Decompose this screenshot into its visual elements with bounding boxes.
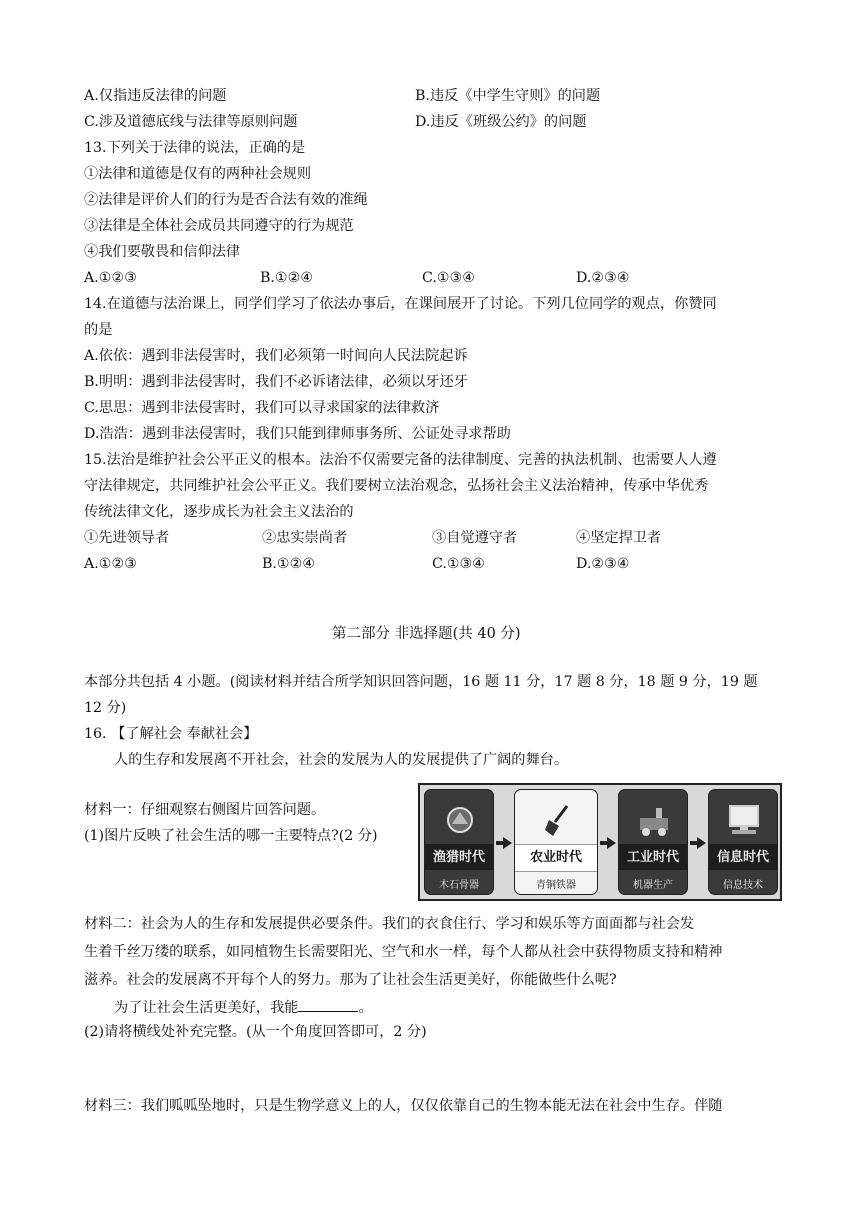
arrow-icon — [607, 837, 616, 849]
era-label: 工业时代 — [626, 850, 679, 865]
q15-option-c: C.①③④ — [432, 556, 486, 572]
q16-title: 16. 【了解社会 奉献社会】 — [84, 726, 258, 742]
q13-option-a: A.①②③ — [84, 270, 137, 286]
q16-material3-line1: 材料三：我们呱呱坠地时，只是生物学意义上的人，仅仅依靠自己的生物本能无法在社会中生存。伴随 — [84, 1098, 723, 1114]
q16-material2-question: (2)请将横线处补充完整。(从一个角度回答即可，2 分) — [84, 1024, 427, 1040]
q15-option-a: A.①②③ — [84, 556, 137, 572]
q16-material1-question: (1)图片反映了社会生活的哪一主要特点?(2 分) — [84, 828, 378, 844]
q13-option-b: B.①②④ — [260, 270, 314, 286]
q13-item-2: ②法律是评价人们的行为是否合法有效的准绳 — [84, 192, 368, 208]
shovel-icon — [537, 800, 577, 840]
answer-blank[interactable] — [298, 996, 358, 1012]
arrow-icon — [697, 837, 706, 849]
q14-stem-line1: 14.在道德与法治课上，同学们学习了依法办事后，在课间展开了讨论。下列几位同学的观点，你赞同 — [84, 296, 717, 312]
part2-intro-line1: 本部分共包括 4 小题。(阅读材料并结合所学知识回答问题，16 题 11 分，17 题 8 分，18 题 9 分，19 题 — [84, 674, 758, 690]
q13-item-4: ④我们要敬畏和信仰法律 — [84, 244, 241, 260]
era-panel-agriculture — [514, 789, 598, 895]
era-label: 信息时代 — [716, 850, 769, 865]
q15-item-4: ④坚定捍卫者 — [576, 530, 662, 546]
q12-option-c: C.涉及道德底线与法律等原则问题 — [84, 114, 298, 130]
q15-stem-line3: 传统法律文化，逐步成长为社会主义法治的 — [84, 504, 354, 520]
q15-item-1: ①先进领导者 — [84, 530, 170, 546]
q14-option-d: D.浩浩：遇到非法侵害时，我们只能到律师事务所、公证处寻求帮助 — [84, 426, 511, 442]
era-panel-hunting — [424, 789, 494, 895]
tool-label: 青铜铁器 — [536, 880, 576, 891]
q16-material2-line3: 滋养。社会的发展离不开每个人的努力。那为了让社会生活更美好，你能做些什么呢? — [84, 972, 617, 988]
q13-option-c: C.①③④ — [422, 270, 476, 286]
q16-material1: 材料一：仔细观察右侧图片回答问题。 — [84, 802, 326, 818]
era-label: 渔猎时代 — [432, 850, 485, 865]
tool-label: 机器生产 — [633, 880, 673, 891]
q15-option-d: D.②③④ — [576, 556, 630, 572]
q15-item-3: ③自觉遵守者 — [432, 530, 518, 546]
stone-tool-icon — [440, 800, 480, 840]
q13-item-3: ③法律是全体社会成员共同遵守的行为规范 — [84, 218, 354, 234]
q14-option-b: B.明明：遇到非法侵害时，我们不必诉诸法律，必须以牙还牙 — [84, 374, 468, 390]
q13-item-1: ①法律和道德是仅有的两种社会规则 — [84, 166, 312, 182]
q13-stem: 13.下列关于法律的说法，正确的是 — [84, 140, 306, 156]
machine-icon — [634, 800, 674, 840]
q12-option-b: B.违反《中学生守则》的问题 — [415, 88, 601, 104]
q16-material2-line1: 材料二：社会为人的生存和发展提供必要条件。我们的衣食住行、学习和娱乐等方面面都与社会发 — [84, 916, 695, 932]
q14-stem-line2: 的是 — [84, 322, 113, 338]
era-label: 农业时代 — [529, 850, 582, 865]
tool-label: 信息技术 — [723, 880, 763, 891]
q16-lead: 人的生存和发展离不开社会，社会的发展为人的发展提供了广阔的舞台。 — [114, 752, 569, 768]
era-panel-information — [708, 789, 778, 895]
q16-material2-line2: 生着千丝万缕的联系，如同植物生长需要阳光、空气和水一样，每个人都从社会中获得物质支持和精神 — [84, 944, 723, 960]
q15-stem-line2: 守法律规定，共同维护社会公平正义。我们要树立法治观念，弘扬社会主义法治精神，传承中华优秀 — [84, 478, 709, 494]
q15-item-2: ②忠实崇尚者 — [262, 530, 348, 546]
q15-option-b: B.①②④ — [262, 556, 316, 572]
part2-intro-line2: 12 分) — [84, 700, 127, 716]
era-panel-industry — [618, 789, 688, 895]
q15-stem-line1: 15.法治是维护社会公平正义的根本。法治不仅需要完备的法律制度、完善的执法机制、也需要人人遵 — [84, 452, 717, 468]
q16-fill-sentence — [84, 996, 373, 1018]
fill-text-after: 。 — [358, 1000, 373, 1016]
computer-icon — [724, 800, 764, 840]
fill-text-before: 为了让社会生活更美好，我能 — [114, 1000, 299, 1016]
q13-option-d: D.②③④ — [576, 270, 630, 286]
q12-option-d: D.违反《班级公约》的问题 — [415, 114, 587, 130]
part2-title: 第二部分 非选择题(共 40 分) — [332, 626, 521, 642]
tool-label: 木石骨器 — [439, 880, 479, 891]
society-evolution-figure — [418, 783, 782, 901]
q14-option-c: C.思思：遇到非法侵害时，我们可以寻求国家的法律救济 — [84, 400, 440, 416]
arrow-icon — [503, 837, 512, 849]
q12-option-a: A.仅指违反法律的问题 — [84, 88, 227, 104]
q14-option-a: A.依依：遇到非法侵害时，我们必须第一时间向人民法院起诉 — [84, 348, 468, 364]
